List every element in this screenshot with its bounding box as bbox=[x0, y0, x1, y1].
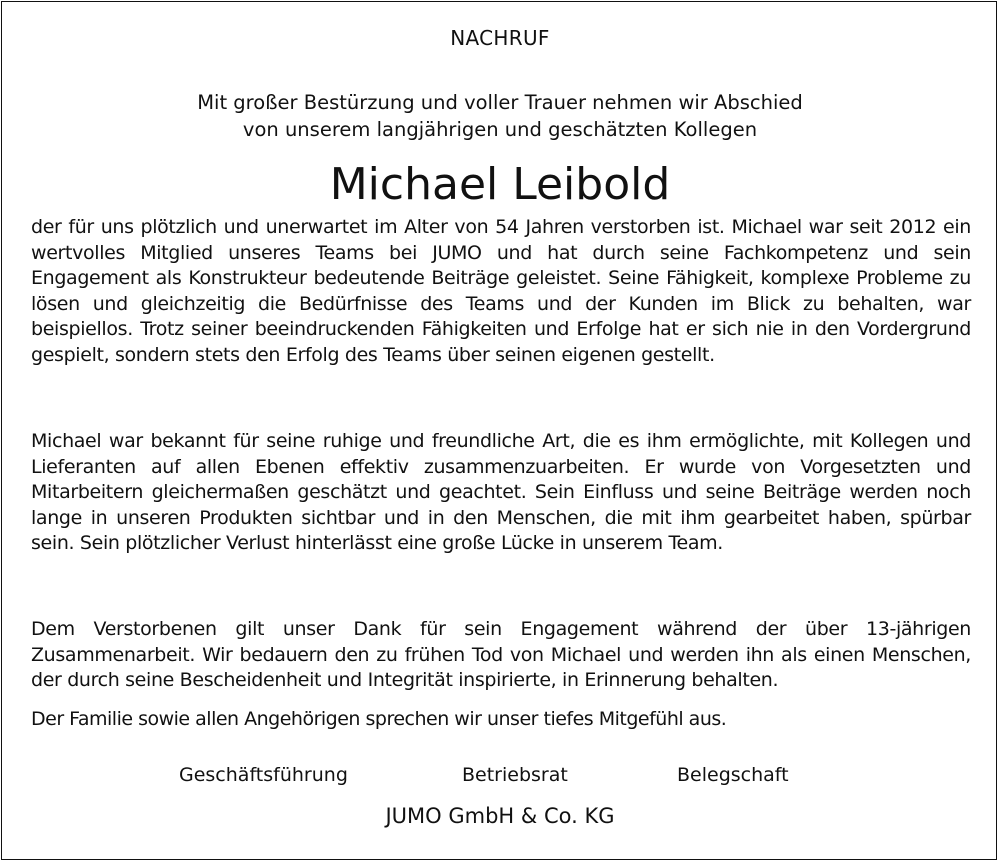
paragraph-condolence: Der Familie sowie allen Angehörigen sprechen wir unser tiefes Mitgefühl aus. bbox=[31, 708, 727, 730]
signature-works-council: Betriebsrat bbox=[462, 764, 568, 786]
paragraph-gratitude: Dem Verstorbenen gilt unser Dank für sein Engagement während der über 13-jährigen Zusammenarbeit. Wir bedauern den zu frühen Tod von Michael und werden ihn als einen Menschen, der durch seine Bescheidenheit und Integrität inspirierte, in Erinnerung behalten. bbox=[31, 618, 971, 691]
signature-management: Geschäftsführung bbox=[179, 764, 348, 786]
intro-line-1: Mit großer Bestürzung und voller Trauer nehmen wir Abschied bbox=[197, 91, 803, 114]
signature-row bbox=[0, 764, 1000, 790]
company-name: JUMO GmbH & Co. KG bbox=[385, 804, 615, 828]
intro-line-2: von unserem langjährigen und geschätzten Kollegen bbox=[242, 118, 758, 141]
intro-text bbox=[0, 89, 1000, 143]
paragraph-character: Michael war bekannt für seine ruhige und freundliche Art, die es ihm ermöglichte, mit Kollegen und Lieferanten auf allen Ebenen effektiv zusammenzuarbeiten. Er wurde von Vorgesetzten und Mitarbeitern gleichermaßen geschätzt und geachtet. Sein Einfluss und seine Beiträge werden noch lange in unseren Produkten sichtbar und in den Menschen, die mit ihm gearbeitet haben, spürbar sein. Sein plötzlicher Verlust hinterlässt eine große Lücke in unserem Team. bbox=[31, 430, 971, 554]
signature-staff: Belegschaft bbox=[677, 764, 789, 786]
paragraph-tribute: der für uns plötzlich und unerwartet im Alter von 54 Jahren verstorben ist. Michael war seit 2012 ein wertvolles Mitglied unseres Teams bei JUMO und hat durch seine Fachkompetenz und sein Engagement als Konstrukteur bedeutende Beiträge geleistet. Seine Fähigkeit, komplexe Probleme zu lösen und gleichzeitig die Bedürfnisse des Teams und der Kunden im Blick zu behalten, war beispiellos. Trotz seiner beeindruckenden Fähigkeiten und Erfolge hat er sich nie in den Vordergrund gespielt, sondern stets den Erfolg des Teams über seinen eigenen gestellt. bbox=[31, 216, 971, 366]
deceased-name: Michael Leibold bbox=[329, 159, 671, 210]
notice-heading: NACHRUF bbox=[450, 26, 550, 50]
